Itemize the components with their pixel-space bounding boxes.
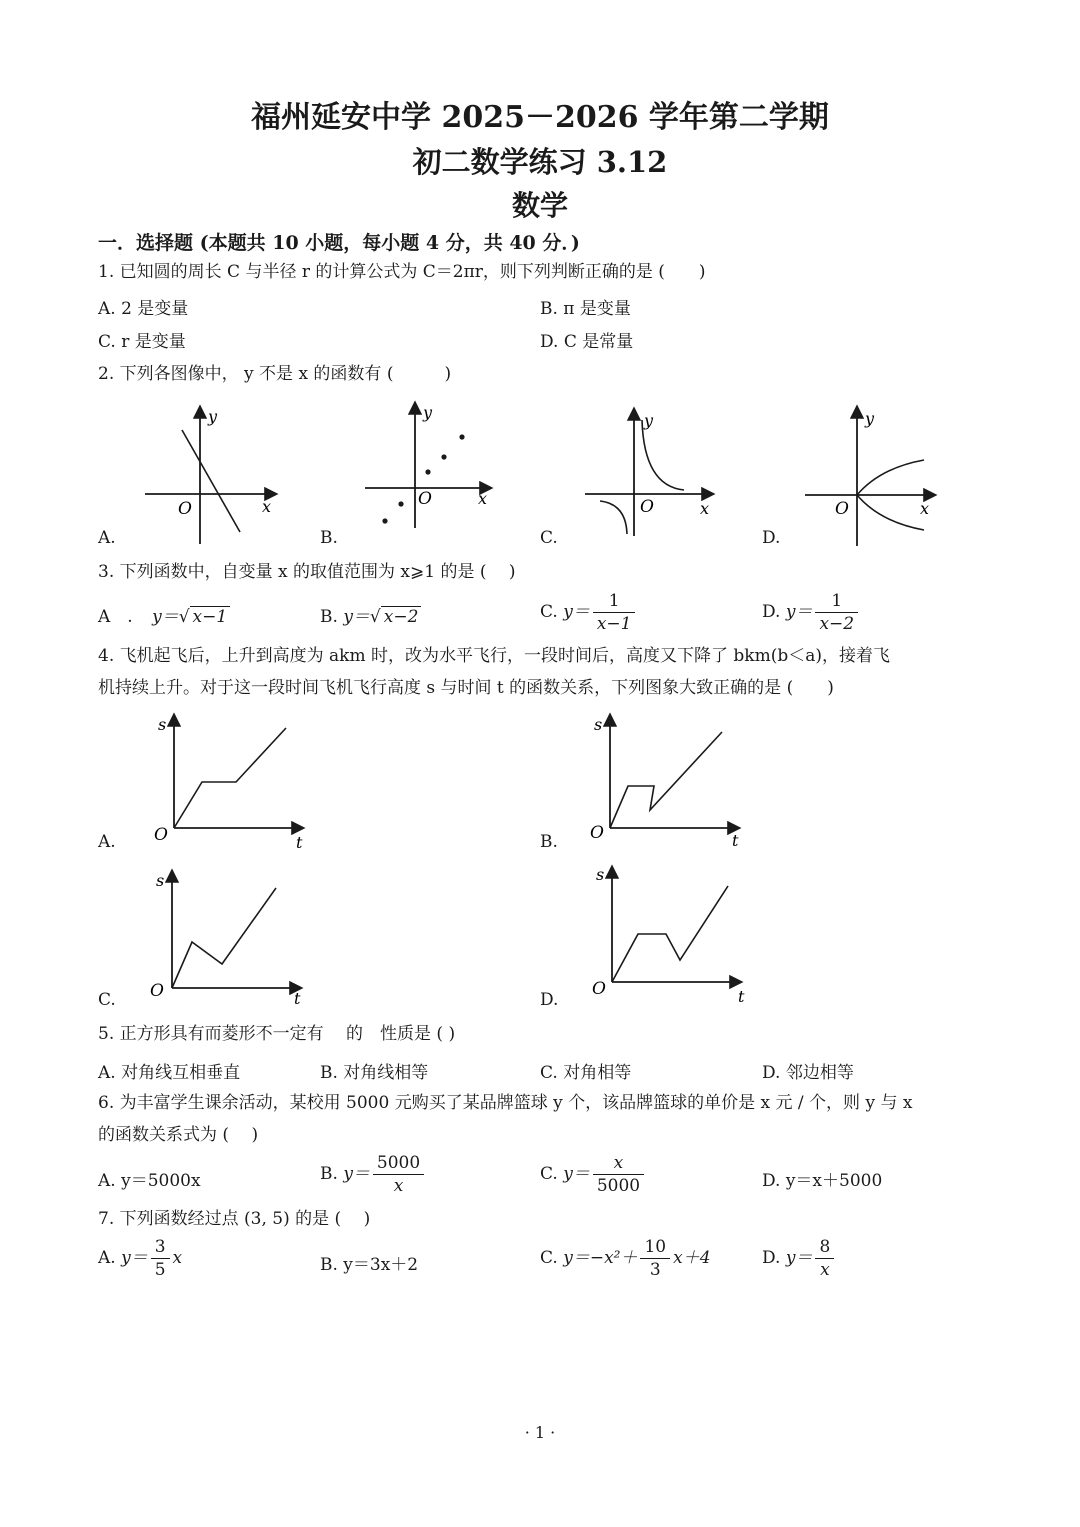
q6-c-label: C. (540, 1164, 558, 1184)
q1-option-d: D. C 是常量 (540, 332, 634, 352)
q3-c-num: 1 (593, 590, 636, 613)
q6-b-label: B. (320, 1164, 338, 1184)
q7-d-label: D. (762, 1248, 781, 1268)
q2d-x-label: x (920, 499, 930, 518)
q4d-origin: O (592, 979, 606, 999)
exercise-title: 初二数学练习 3.12 (412, 145, 668, 179)
q2d-origin: O (835, 499, 849, 519)
q4c-origin: O (150, 981, 164, 1001)
section-heading: 一．选择题 (本题共 10 小题，每小题 4 分，共 40 分．) (98, 232, 580, 254)
q1-option-a: A. 2 是变量 (98, 299, 189, 319)
q3-option-b: B. y＝√ x−2 (320, 602, 421, 627)
q3-d-pre: y＝ (785, 602, 813, 622)
q7-option-d (762, 1236, 837, 1281)
q5-option-b: B. 对角线相等 (320, 1063, 429, 1083)
q2-label-d: D. (762, 528, 781, 548)
q6-b-num: 5000 (373, 1152, 424, 1175)
q2b-y-label: y (423, 403, 433, 422)
q4a-s-label: s (158, 715, 167, 734)
q1-option-c: C. r 是变量 (98, 332, 186, 352)
q3-d-label: D. (762, 602, 781, 622)
q7-d-den: x (820, 1260, 830, 1280)
q2c-y-label: y (644, 411, 654, 430)
q2-graph-a (140, 402, 285, 547)
page-number: · 1 · (524, 1423, 556, 1442)
q4-graph-c (148, 868, 318, 1008)
q7-c-num: 10 (640, 1236, 670, 1259)
q1-stem: 1. 已知圆的周长 C 与半径 r 的计算公式为 C＝2πr，则下列判断正确的是 ( ) (98, 262, 706, 282)
q7-a-label: A. (98, 1248, 116, 1268)
q4a-origin: O (154, 825, 168, 845)
q2a-origin: O (178, 499, 192, 519)
q5-option-a: A. 对角线互相垂直 (98, 1063, 241, 1083)
q3-a-pre: y＝ (152, 607, 179, 627)
q4b-t-label: t (732, 831, 739, 850)
q3-option-c (540, 590, 638, 635)
q4-label-c: C. (98, 990, 116, 1010)
q7-d-num: 8 (815, 1236, 834, 1259)
q6-b-pre: y＝ (343, 1164, 370, 1184)
q2-graph-c (580, 406, 720, 536)
subject-title: 数学 (511, 189, 568, 222)
q4-stem-line1: 4. 飞机起飞后，上升到高度为 akm 时，改为水平飞行，一段时间后，高度又下降了 bkm(b＜a)，接着飞 (98, 646, 890, 666)
q6-option-c (540, 1152, 647, 1197)
q4c-s-label: s (156, 871, 165, 890)
q7-a-den: 5 (154, 1260, 166, 1280)
q1-option-b: B. π 是变量 (540, 299, 631, 319)
q6-option-b (320, 1152, 427, 1197)
school-title: 福州延安中学 2025－2026 学年第二学期 (251, 100, 829, 135)
q7-a-post: x (172, 1248, 183, 1268)
q7-stem: 7. 下列函数经过点 (3, 5) 的是 ( ) (98, 1209, 371, 1229)
q4-graph-a (150, 712, 320, 852)
q6-option-d: D. y＝x＋5000 (762, 1171, 883, 1191)
q2c-origin: O (640, 497, 654, 517)
q7-d-pre: y＝ (785, 1248, 813, 1268)
q4-stem-line2: 机持续上升。对于这一段时间飞机飞行高度 s 与时间 t 的函数关系，下列图象大致正确的是 ( ) (98, 678, 834, 698)
q7-a-pre: y＝ (121, 1248, 148, 1268)
q7-c-label: C. (540, 1248, 558, 1268)
q3-d-num: 1 (815, 590, 858, 613)
q2a-y-label: y (208, 407, 218, 426)
q2-graph-b (360, 400, 500, 530)
q5-stem: 5. 正方形具有而菱形不一定有 的 性质是 ( ) (98, 1024, 456, 1044)
q3-a-label: A . (98, 607, 133, 627)
q3-stem: 3. 下列函数中，自变量 x 的取值范围为 x⩾1 的是 ( ) (98, 562, 516, 582)
q5-option-d: D. 邻边相等 (762, 1063, 854, 1083)
q7-c-pre: y＝−x²＋ (563, 1248, 638, 1268)
q7-option-c (540, 1236, 711, 1281)
q4-label-d: D. (540, 990, 559, 1010)
q4d-t-label: t (738, 987, 745, 1006)
q4-label-b: B. (540, 832, 558, 852)
q6-b-den: x (393, 1176, 404, 1196)
q2-label-c: C. (540, 528, 558, 548)
q2b-x-label: x (478, 489, 488, 508)
q7-c-den: 3 (649, 1260, 661, 1280)
q4c-t-label: t (294, 989, 301, 1008)
q6-c-num: x (593, 1152, 644, 1175)
q4a-t-label: t (296, 833, 303, 852)
q6-stem-line2: 的函数关系式为 ( ) (98, 1125, 259, 1145)
q3-c-pre: y＝ (563, 602, 590, 622)
q4-label-a: A. (98, 832, 116, 852)
q4d-s-label: s (596, 865, 605, 884)
q2-label-a: A. (98, 528, 116, 548)
q3-b-radicand: x−2 (381, 606, 422, 627)
q2-graph-d (800, 404, 940, 549)
q2a-x-label: x (262, 497, 272, 516)
q4b-origin: O (590, 823, 604, 843)
q2c-x-label: x (700, 499, 710, 518)
q2d-y-label: y (865, 409, 875, 428)
q3-option-d (762, 590, 861, 635)
q2-stem: 2. 下列各图像中， y 不是 x 的函数有 ( ) (98, 364, 452, 384)
q3-b-pre: y＝ (343, 607, 370, 627)
q3-a-radicand: x−1 (190, 606, 231, 627)
q4-graph-d (588, 864, 758, 1006)
q6-c-den: 5000 (596, 1176, 641, 1196)
q3-d-den: x−2 (819, 614, 855, 634)
q3-option-a: A . y＝√ x−1 (98, 602, 230, 627)
q3-c-den: x−1 (596, 614, 632, 634)
q5-option-c: C. 对角相等 (540, 1063, 632, 1083)
q7-c-post: x＋4 (673, 1248, 711, 1268)
q3-b-label: B. (320, 607, 338, 627)
q2b-origin: O (418, 489, 432, 509)
q6-option-a: A. y＝5000x (98, 1171, 201, 1191)
q7-option-b: B. y＝3x＋2 (320, 1255, 419, 1275)
q2-label-b: B. (320, 528, 338, 548)
q4-graph-b (588, 712, 758, 852)
q6-stem-line1: 6. 为丰富学生课余活动，某校用 5000 元购买了某品牌篮球 y 个，该品牌篮球的单价是 x 元 / 个，则 y 与 x (98, 1093, 913, 1113)
q7-option-a (98, 1236, 182, 1281)
q4b-s-label: s (594, 715, 603, 734)
q3-c-label: C. (540, 602, 558, 622)
q6-c-pre: y＝ (563, 1164, 590, 1184)
q7-a-num: 3 (151, 1236, 170, 1259)
